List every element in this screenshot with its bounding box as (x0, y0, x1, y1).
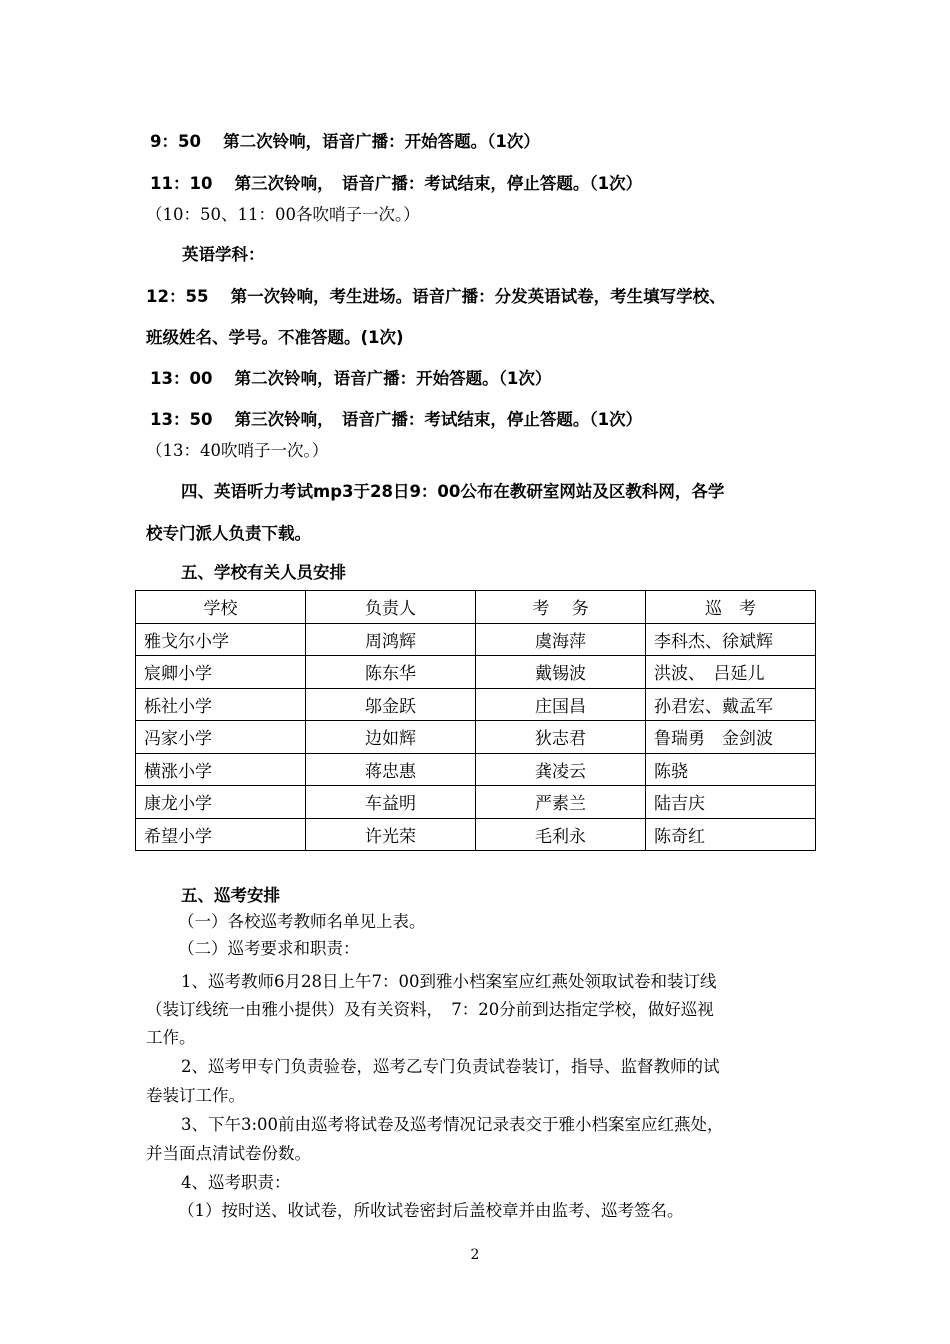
table-row (136, 656, 816, 689)
inspection-item-2: （二）巡考要求和职责： (178, 939, 360, 958)
table-row (136, 688, 816, 721)
header-principal: 负责人 (306, 591, 476, 624)
listening-mp3-notice-cont: 校专门派人负责下载。 (146, 524, 311, 543)
english-subject-heading: 英语学科： (182, 245, 265, 264)
schedule-line-english-3rd-bell: 13：50 第三次铃响， 语音广播：考试结束，停止答题。（1次） (150, 410, 643, 429)
cell-exam-affairs: 虞海萍 (476, 623, 646, 656)
cell-principal: 车益明 (306, 786, 476, 819)
cell-school: 冯家小学 (136, 721, 306, 754)
cell-principal: 蒋忠惠 (306, 753, 476, 786)
cell-exam-affairs: 庄国昌 (476, 688, 646, 721)
schedule-line-math-2nd-bell: 9：50 第二次铃响，语音广播：开始答题。（1次） (150, 132, 540, 151)
cell-exam-affairs: 严素兰 (476, 786, 646, 819)
staff-arrangement-table (135, 590, 816, 851)
staff-arrangement-heading: 五、学校有关人员安排 (181, 563, 346, 582)
inspection-duty-2-cont: 卷装订工作。 (146, 1086, 245, 1105)
inspection-duty-1-cont2: 工作。 (146, 1028, 196, 1047)
schedule-line-math-3rd-bell: 11：10 第三次铃响， 语音广播：考试结束，停止答题。（1次） (150, 174, 643, 193)
whistle-note-english: （13：40吹哨子一次。） (146, 441, 329, 460)
table-row (136, 623, 816, 656)
header-exam-affairs: 考 务 (476, 591, 646, 624)
cell-principal: 周鸿辉 (306, 623, 476, 656)
table-row (136, 721, 816, 754)
cell-inspector: 陈骁 (646, 753, 816, 786)
cell-school: 希望小学 (136, 818, 306, 851)
cell-school: 横涨小学 (136, 753, 306, 786)
table-header-row (136, 591, 816, 624)
whistle-note-math: （10：50、11：00各吹哨子一次。） (146, 205, 420, 224)
cell-principal: 邬金跃 (306, 688, 476, 721)
cell-principal: 许光荣 (306, 818, 476, 851)
cell-school: 康龙小学 (136, 786, 306, 819)
cell-school: 宸卿小学 (136, 656, 306, 689)
cell-inspector: 洪波、 吕延儿 (646, 656, 816, 689)
cell-inspector: 鲁瑞勇 金剑波 (646, 721, 816, 754)
header-school: 学校 (136, 591, 306, 624)
inspection-heading: 五、巡考安排 (181, 886, 280, 905)
listening-mp3-notice: 四、英语听力考试mp3于28日9：00公布在教研室网站及区教科网，各学 (181, 482, 725, 501)
cell-school: 栎社小学 (136, 688, 306, 721)
inspection-duty-1: 1、巡考教师6月28日上午7：00到雅小档案室应红燕处领取试卷和装订线 (181, 972, 717, 991)
schedule-line-english-1st-bell-cont: 班级姓名、学号。不准答题。(1次) (146, 328, 404, 347)
cell-inspector: 孙君宏、戴孟军 (646, 688, 816, 721)
cell-school: 雅戈尔小学 (136, 623, 306, 656)
cell-inspector: 陈奇红 (646, 818, 816, 851)
inspection-duty-4-item-1: （1）按时送、收试卷，所收试卷密封后盖校章并由监考、巡考签名。 (178, 1201, 684, 1220)
inspection-item-1: （一）各校巡考教师名单见上表。 (178, 912, 426, 931)
table-row (136, 786, 816, 819)
inspection-duty-3: 3、下午3:00前由巡考将试卷及巡考情况记录表交于雅小档案室应红燕处， (181, 1115, 724, 1134)
page-number: 2 (470, 1247, 480, 1263)
cell-principal: 边如辉 (306, 721, 476, 754)
inspection-duty-1-cont: （装订线统一由雅小提供）及有关资料， 7：20分前到达指定学校，做好巡视 (146, 1000, 714, 1019)
cell-exam-affairs: 龚凌云 (476, 753, 646, 786)
cell-inspector: 李科杰、徐斌辉 (646, 623, 816, 656)
schedule-line-english-1st-bell: 12：55 第一次铃响，考生进场。语音广播：分发英语试卷，考生填写学校、 (146, 287, 726, 306)
cell-exam-affairs: 毛利永 (476, 818, 646, 851)
table-row (136, 753, 816, 786)
inspection-duty-3-cont: 并当面点清试卷份数。 (146, 1144, 311, 1163)
schedule-line-english-2nd-bell: 13：00 第二次铃响，语音广播：开始答题。（1次） (150, 369, 552, 388)
cell-principal: 陈东华 (306, 656, 476, 689)
table-row (136, 818, 816, 851)
cell-exam-affairs: 狄志君 (476, 721, 646, 754)
inspection-duty-4: 4、巡考职责： (181, 1173, 291, 1192)
cell-inspector: 陆吉庆 (646, 786, 816, 819)
header-inspector: 巡 考 (646, 591, 816, 624)
cell-exam-affairs: 戴锡波 (476, 656, 646, 689)
inspection-duty-2: 2、巡考甲专门负责验卷，巡考乙专门负责试卷装订，指导、监督教师的试 (181, 1057, 720, 1076)
